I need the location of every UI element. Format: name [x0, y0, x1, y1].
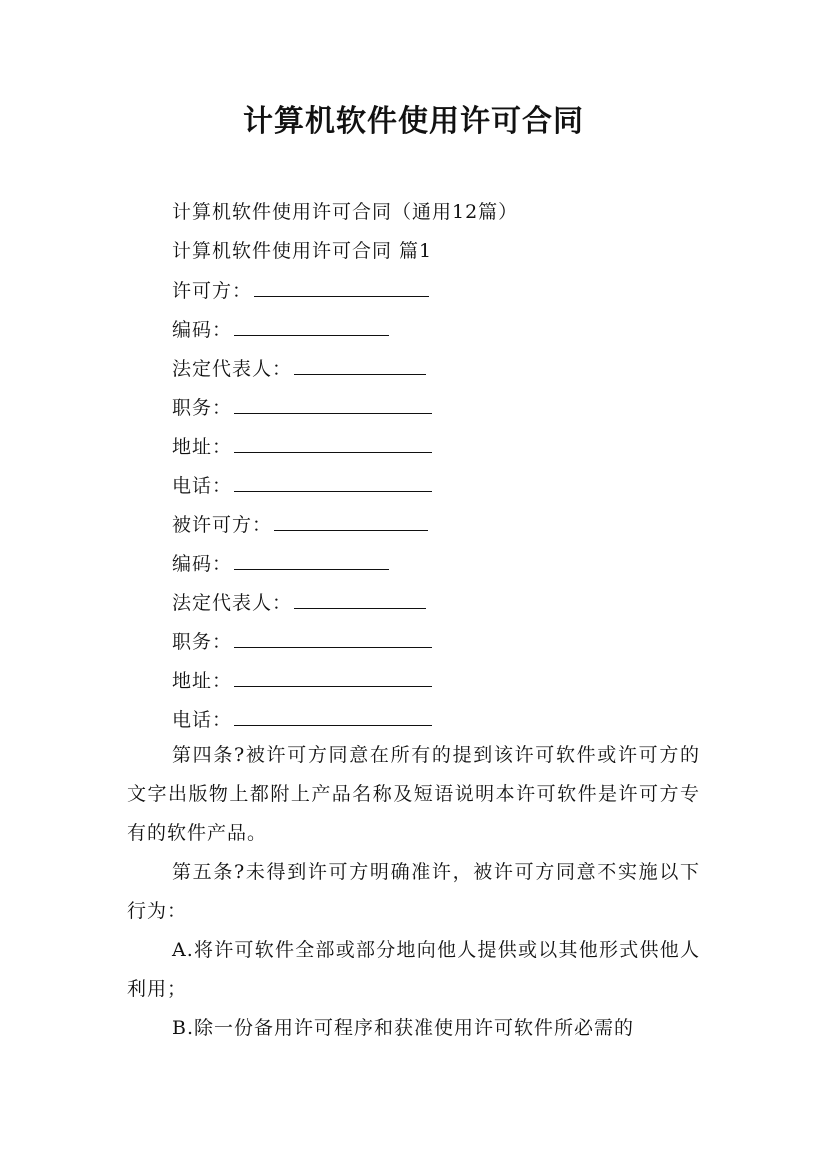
licensor-position-field	[172, 393, 432, 422]
field-label: 法定代表人：	[172, 592, 293, 614]
clause-paragraph: 第五条?未得到许可方明确准许，被许可方同意不实施以下行为：	[127, 861, 700, 922]
field-label: 职务：	[172, 631, 233, 653]
licensee-representative-field	[172, 588, 426, 617]
licensor-address-field	[172, 432, 432, 461]
field-label: 法定代表人：	[172, 358, 293, 380]
blank-line	[234, 315, 389, 336]
blank-line	[234, 432, 432, 453]
licensee-phone-field	[172, 705, 432, 734]
section-heading: 计算机软件使用许可合同 篇1	[172, 240, 433, 262]
document-subtitle: 计算机软件使用许可合同（通用12篇）	[172, 201, 519, 223]
licensor-name-field	[172, 276, 429, 305]
field-label: 被许可方：	[172, 514, 273, 536]
clause-paragraph: B.除一份备用许可程序和获准使用许可软件所必需的	[172, 1017, 635, 1039]
blank-line	[294, 354, 426, 375]
document-title: 计算机软件使用许可合同	[243, 104, 584, 139]
blank-line	[234, 471, 432, 492]
field-label: 职务：	[172, 397, 233, 419]
field-label: 地址：	[172, 670, 233, 692]
licensee-position-field	[172, 627, 432, 656]
licensor-code-field	[172, 315, 389, 344]
blank-line	[234, 549, 389, 570]
licensee-address-field	[172, 666, 432, 695]
blank-line	[254, 276, 429, 297]
blank-line	[234, 627, 432, 648]
blank-line	[294, 588, 426, 609]
blank-line	[234, 666, 432, 687]
field-label: 电话：	[172, 709, 233, 731]
licensee-code-field	[172, 549, 389, 578]
field-label: 编码：	[172, 553, 233, 575]
licensee-name-field	[172, 510, 428, 539]
blank-line	[234, 705, 432, 726]
clause-paragraph: A.将许可软件全部或部分地向他人提供或以其他形式供他人利用；	[127, 939, 700, 1000]
blank-line	[274, 510, 428, 531]
field-label: 许可方：	[172, 280, 253, 302]
field-label: 地址：	[172, 436, 233, 458]
blank-line	[234, 393, 432, 414]
clause-paragraph: 第四条?被许可方同意在所有的提到该许可软件或许可方的文字出版物上都附上产品名称及短语说明本许可软件是许可方专有的软件产品。	[127, 744, 700, 844]
field-label: 编码：	[172, 319, 233, 341]
licensor-representative-field	[172, 354, 426, 383]
licensor-phone-field	[172, 471, 432, 500]
field-label: 电话：	[172, 475, 233, 497]
